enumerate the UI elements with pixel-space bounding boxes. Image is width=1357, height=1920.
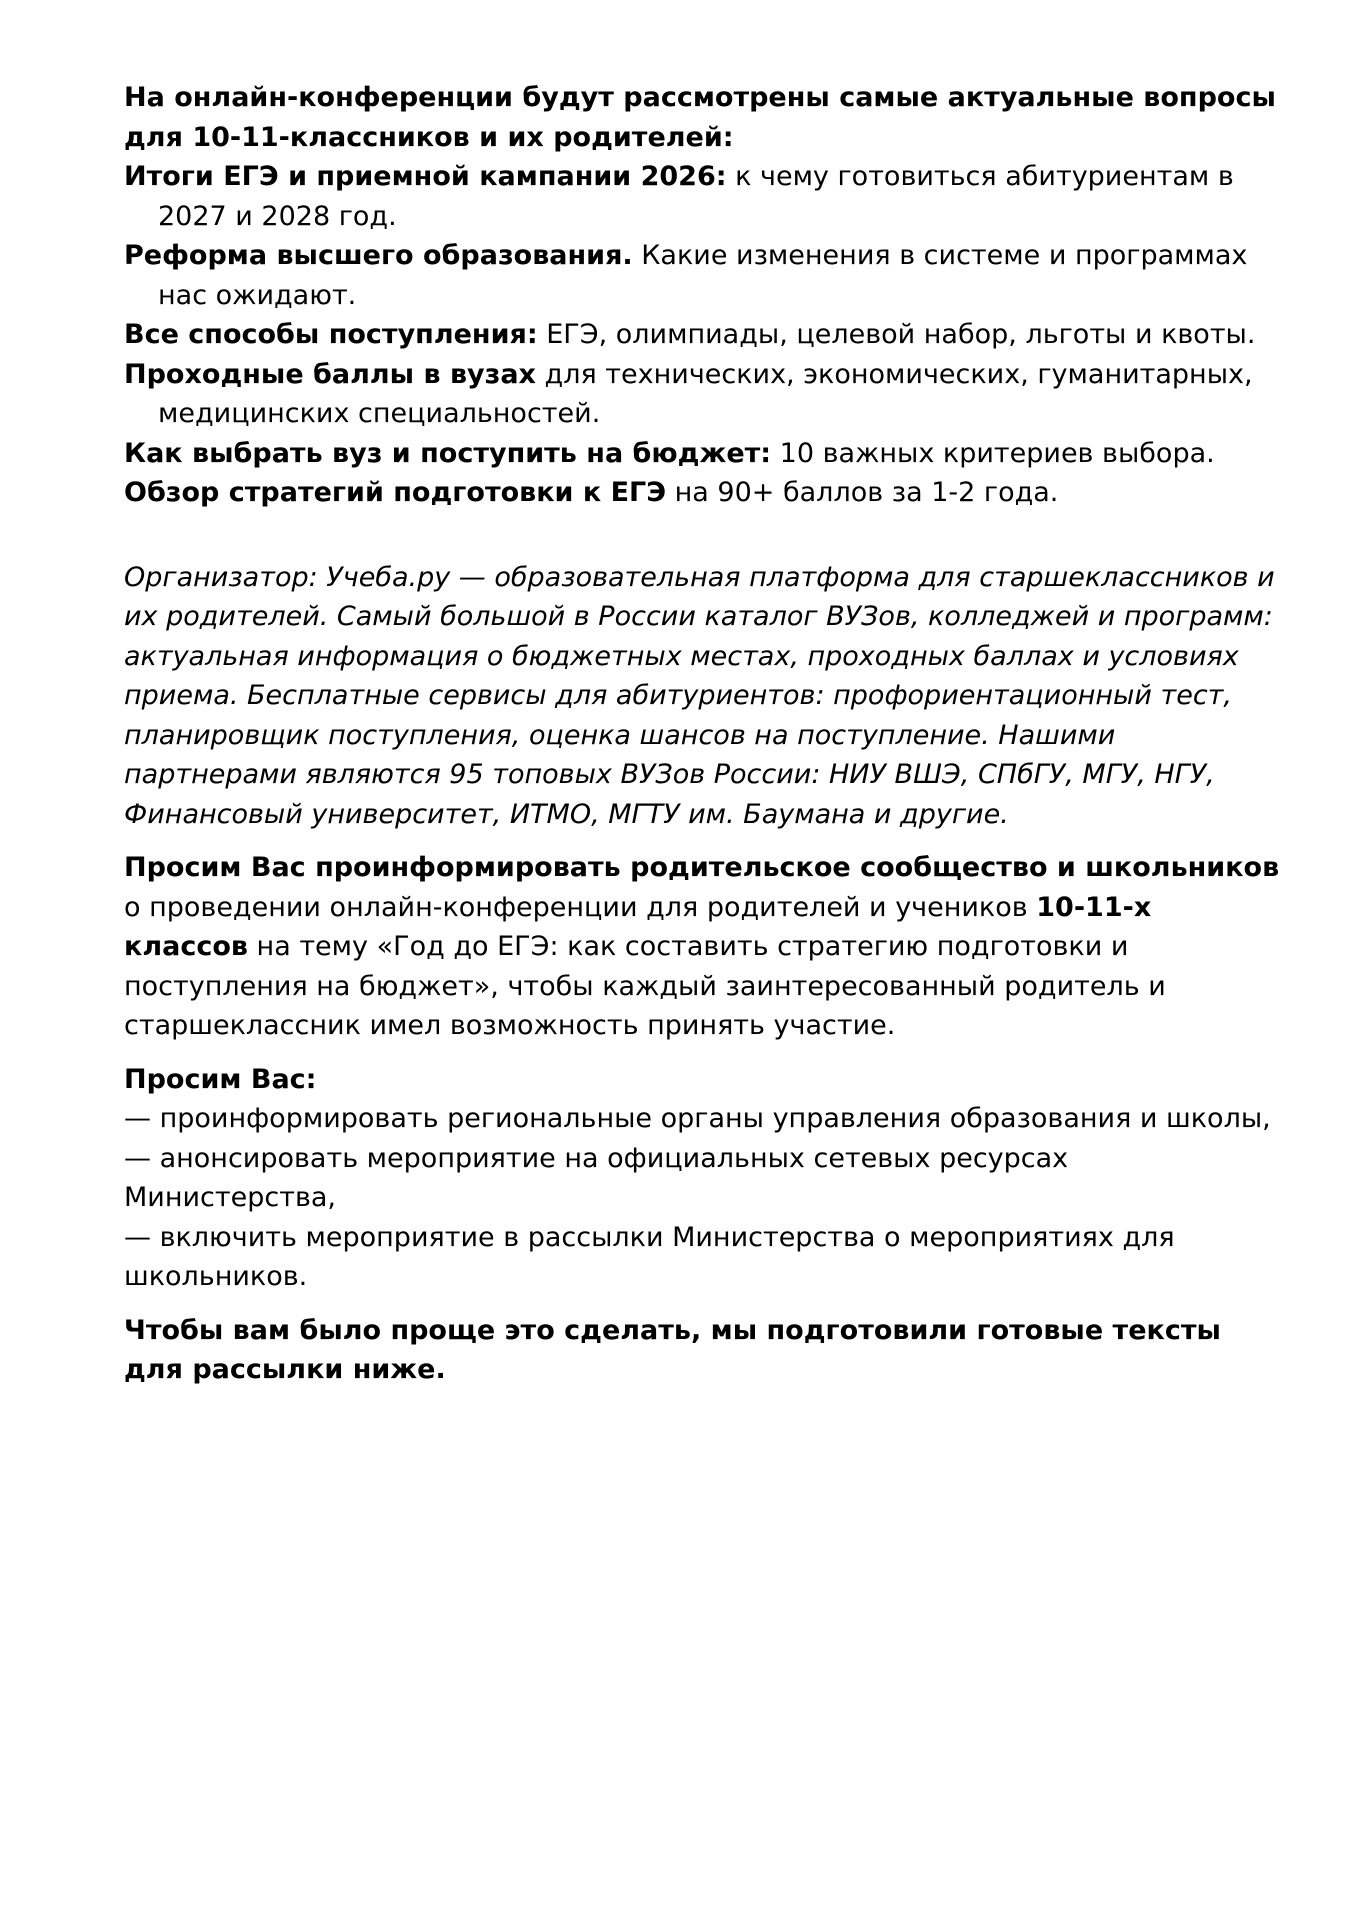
ask-item: — анонсировать мероприятие на официальных сетевых ресурсах Министерства, xyxy=(124,1142,1069,1213)
request-text-rest: на тему «Год до ЕГЭ: как составить стратегию подготовки и поступления на бюджет», чтобы каждый заинтересованный родитель и старшеклассник имел возможность принять участие. xyxy=(124,931,1166,1041)
topic-item xyxy=(124,157,1284,236)
topic-item xyxy=(124,355,1284,434)
topic-title: Проходные баллы в вузах xyxy=(124,358,536,390)
request-text: о проведении онлайн-конференции для родителей и учеников xyxy=(124,891,1037,923)
topic-text: на 90+ баллов за 1-2 года. xyxy=(666,477,1059,508)
topic-title: Реформа высшего образования. xyxy=(124,240,633,271)
intro-heading: На онлайн-конференции будут рассмотрены самые актуальные вопросы для 10-11-классников и их родителей: xyxy=(124,82,1276,153)
spacer xyxy=(124,513,1284,558)
topic-text: для технических, экономических, гуманитарных, медицинских специальностей. xyxy=(158,358,1253,429)
topic-text: к чему готовиться абитуриентам в 2027 и 2028 год. xyxy=(158,161,1234,232)
topic-text: 10 важных критериев выбора. xyxy=(771,437,1215,469)
topic-item xyxy=(124,434,1284,474)
asks-title: Просим Вас: xyxy=(124,1063,317,1095)
topic-item xyxy=(124,473,1284,513)
request-bold-grades: 10-11-х классов xyxy=(124,891,1152,962)
topic-title: Как выбрать вуз и поступить на бюджет: xyxy=(124,437,772,469)
topic-text: Какие изменения в системе и программах нас ожидают. xyxy=(158,240,1248,311)
topic-title: Итоги ЕГЭ и приемной кампании 2026: xyxy=(124,161,727,192)
topic-title: Все способы поступления: xyxy=(124,319,538,350)
organizer-paragraph: Организатор: Учеба.ру — образовательная платформа для старшеклассников и их родителей. Самый большой в России каталог ВУЗов, колледжей и программ: актуальная информация о бюджетных местах, проходных баллах и условиях приема. Бесплатные сервисы для абитуриентов: профориентационный тест, планировщик поступления, оценка шансов на поступление. Нашими партнерами являются 95 топовых ВУЗов России: НИУ ВШЭ, СПбГУ, МГУ, НГУ, Финансовый университет, ИТМО, МГТУ им. Баумана и другие. xyxy=(124,561,1275,830)
asks-block xyxy=(124,1060,1284,1297)
request-paragraph xyxy=(124,848,1284,1046)
ask-item: — включить мероприятие в рассылки Министерства о мероприятиях для школьников. xyxy=(124,1221,1175,1292)
topic-item xyxy=(124,236,1284,315)
topics-list xyxy=(124,157,1284,513)
request-bold-lead: Просим Вас проинформировать родительское сообщество и школьников xyxy=(124,852,1280,883)
closing-paragraph: Чтобы вам было проще это сделать, мы подготовили готовые тексты для рассылки ниже. xyxy=(124,1314,1221,1385)
document-page xyxy=(124,78,1284,1390)
topic-title: Обзор стратегий подготовки к ЕГЭ xyxy=(124,477,667,508)
topic-text: ЕГЭ, олимпиады, целевой набор, льготы и квоты. xyxy=(537,319,1256,350)
ask-item: — проинформировать региональные органы управления образования и школы, xyxy=(124,1103,1271,1134)
topic-item xyxy=(124,315,1284,355)
